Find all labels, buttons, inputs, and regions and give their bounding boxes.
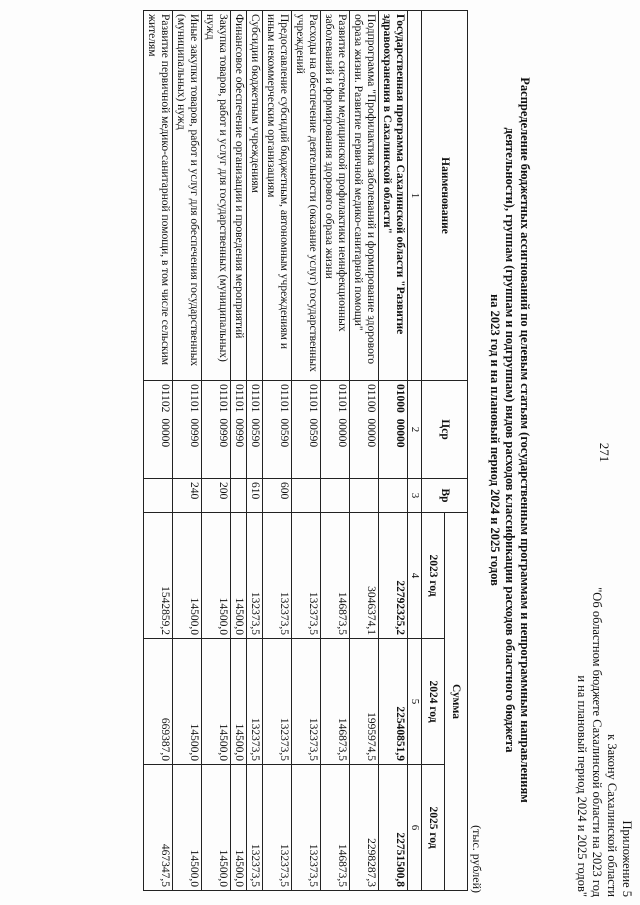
row-vr: 600 — [263, 479, 292, 513]
row-csr — [263, 381, 292, 479]
table-row — [263, 11, 292, 891]
csr-part: 00000 — [365, 418, 377, 448]
row-sum-2025: 467347,5 — [144, 765, 173, 891]
row-sum-2025: 14500,0 — [202, 765, 231, 891]
header-year-2025: 2025 год — [422, 765, 445, 891]
row-vr — [144, 479, 173, 513]
table-row — [292, 11, 321, 891]
header-year-2024: 2024 год — [422, 639, 445, 765]
appendix-note — [574, 337, 634, 897]
column-index-row — [408, 11, 422, 891]
row-sum-2025: 132373,5 — [263, 765, 292, 891]
csr-part: 01101 — [336, 384, 348, 413]
title-line: деятельности), группам (группам и подгруппам) видов расходов классификации расходов областного бюджета — [503, 127, 517, 753]
page-number: 271 — [597, 442, 612, 463]
table-row — [202, 11, 231, 891]
csr-part: 01100 — [365, 384, 377, 413]
row-sum-2024: 146873,5 — [321, 639, 350, 765]
budget-table — [143, 10, 468, 891]
row-csr — [350, 381, 379, 479]
column-index: 6 — [408, 765, 422, 891]
row-name: Предоставление субсидий бюджетным, автономным учреждениям и иным некоммерческим организациям — [263, 11, 292, 381]
table-row — [144, 11, 173, 891]
column-index: 2 — [408, 381, 422, 479]
row-sum-2024: 132373,5 — [292, 639, 321, 765]
csr-part: 00590 — [307, 418, 319, 448]
csr-part: 01101 — [188, 384, 200, 413]
row-sum-2025: 14500,0 — [231, 765, 247, 891]
csr-part: 01101 — [233, 384, 245, 413]
csr-part: 00990 — [188, 418, 200, 448]
row-csr — [247, 381, 263, 479]
column-index: 5 — [408, 639, 422, 765]
appendix-line: Приложение 5 — [620, 820, 634, 897]
row-vr — [292, 479, 321, 513]
row-name: Иные закупки товаров, работ и услуг для обеспечения государственных (муниципальных) нужд — [173, 11, 202, 381]
row-sum-2023: 132373,5 — [263, 513, 292, 639]
row-name: Государственная программа Сахалинской области "Развитие здравоохранения в Сахалинской области" — [379, 11, 408, 381]
row-sum-2023: 3046374,1 — [350, 513, 379, 639]
csr-part: 00590 — [278, 418, 290, 448]
row-name: Закупка товаров, работ и услуг для государственных (муниципальных) нужд — [202, 11, 231, 381]
title-line: Распределение бюджетных ассигнований по целевым статьям (государственным программам и непрограммным направлениям — [518, 77, 532, 803]
table-row — [350, 11, 379, 891]
header-csr: Цср — [422, 381, 468, 479]
table-row — [379, 11, 408, 891]
row-vr: 200 — [202, 479, 231, 513]
column-index: 3 — [408, 479, 422, 513]
row-sum-2025: 14500,0 — [173, 765, 202, 891]
csr-part: 00990 — [233, 418, 245, 448]
csr-part: 00590 — [249, 418, 261, 448]
row-vr — [231, 479, 247, 513]
row-sum-2025: 22751500,8 — [379, 765, 408, 891]
row-csr — [321, 381, 350, 479]
row-sum-2023: 1542859,2 — [144, 513, 173, 639]
row-csr — [379, 381, 408, 479]
row-sum-2024: 1995974,5 — [350, 639, 379, 765]
row-sum-2024: 669387,0 — [144, 639, 173, 765]
csr-part: 01000 — [394, 384, 406, 413]
row-sum-2024: 14500,0 — [173, 639, 202, 765]
table-row — [247, 11, 263, 891]
csr-part: 00990 — [217, 418, 229, 448]
row-sum-2024: 14500,0 — [202, 639, 231, 765]
csr-part: 01101 — [217, 384, 229, 413]
table-row — [173, 11, 202, 891]
csr-part: 01102 — [159, 384, 171, 413]
row-name: Развитие первичной медико-санитарной помощи, в том числе сельским жителям — [144, 11, 173, 381]
row-csr — [144, 381, 173, 479]
row-sum-2025: 132373,5 — [247, 765, 263, 891]
header-year-2023: 2023 год — [422, 513, 445, 639]
appendix-line: к Закону Сахалинской области — [605, 734, 619, 897]
row-sum-2024: 14500,0 — [231, 639, 247, 765]
row-name: Финансовое обеспечение организации и проведения мероприятий — [231, 11, 247, 381]
row-sum-2023: 14500,0 — [202, 513, 231, 639]
csr-part: 01101 — [249, 384, 261, 413]
row-sum-2023: 132373,5 — [247, 513, 263, 639]
row-sum-2023: 146873,5 — [321, 513, 350, 639]
row-vr: 240 — [173, 479, 202, 513]
row-sum-2023: 22792325,2 — [379, 513, 408, 639]
row-sum-2024: 132373,5 — [247, 639, 263, 765]
table-row — [321, 11, 350, 891]
row-name: Развитие системы медицинской профилактики неинфекционных заболеваний и формирования здорового образа жизни — [321, 11, 350, 381]
row-sum-2025: 132373,5 — [292, 765, 321, 891]
row-sum-2023: 14500,0 — [173, 513, 202, 639]
document-title — [487, 60, 532, 820]
row-name: Подпрограмма "Профилактика заболеваний и формирование здорового образа жизни. Развитие первичной медико-санитарной помощи" — [350, 11, 379, 381]
row-csr — [173, 381, 202, 479]
csr-part: 01101 — [278, 384, 290, 413]
row-sum-2024: 132373,5 — [263, 639, 292, 765]
row-vr: 610 — [247, 479, 263, 513]
appendix-line: "Об областном бюджете Сахалинской области на 2023 год — [590, 587, 604, 897]
header-name: Наименование — [422, 11, 468, 381]
table-row — [231, 11, 247, 891]
header-sum: Сумма — [445, 513, 468, 891]
row-sum-2023: 132373,5 — [292, 513, 321, 639]
appendix-line: и на плановый период 2024 и 2025 годов" — [575, 675, 589, 897]
title-line: на 2023 год и на плановый период 2024 и 2025 годов — [488, 294, 502, 586]
row-sum-2025: 146873,5 — [321, 765, 350, 891]
row-name: Субсидии бюджетным учреждениям — [247, 11, 263, 381]
column-index: 1 — [408, 11, 422, 381]
header-vr: Вр — [422, 479, 468, 513]
row-vr — [379, 479, 408, 513]
row-csr — [202, 381, 231, 479]
csr-part: 00000 — [336, 418, 348, 448]
row-sum-2024: 22540851,9 — [379, 639, 408, 765]
row-csr — [231, 381, 247, 479]
units-label: (тыс. рублей) — [470, 825, 484, 893]
row-name: Расходы на обеспечение деятельности (оказание услуг) государственных учреждений — [292, 11, 321, 381]
row-csr — [292, 381, 321, 479]
column-index: 4 — [408, 513, 422, 639]
row-vr — [321, 479, 350, 513]
row-vr — [350, 479, 379, 513]
row-sum-2023: 14500,0 — [231, 513, 247, 639]
row-sum-2025: 2298287,3 — [350, 765, 379, 891]
csr-part: 01101 — [307, 384, 319, 413]
csr-part: 00000 — [159, 418, 171, 448]
csr-part: 00000 — [394, 418, 406, 448]
